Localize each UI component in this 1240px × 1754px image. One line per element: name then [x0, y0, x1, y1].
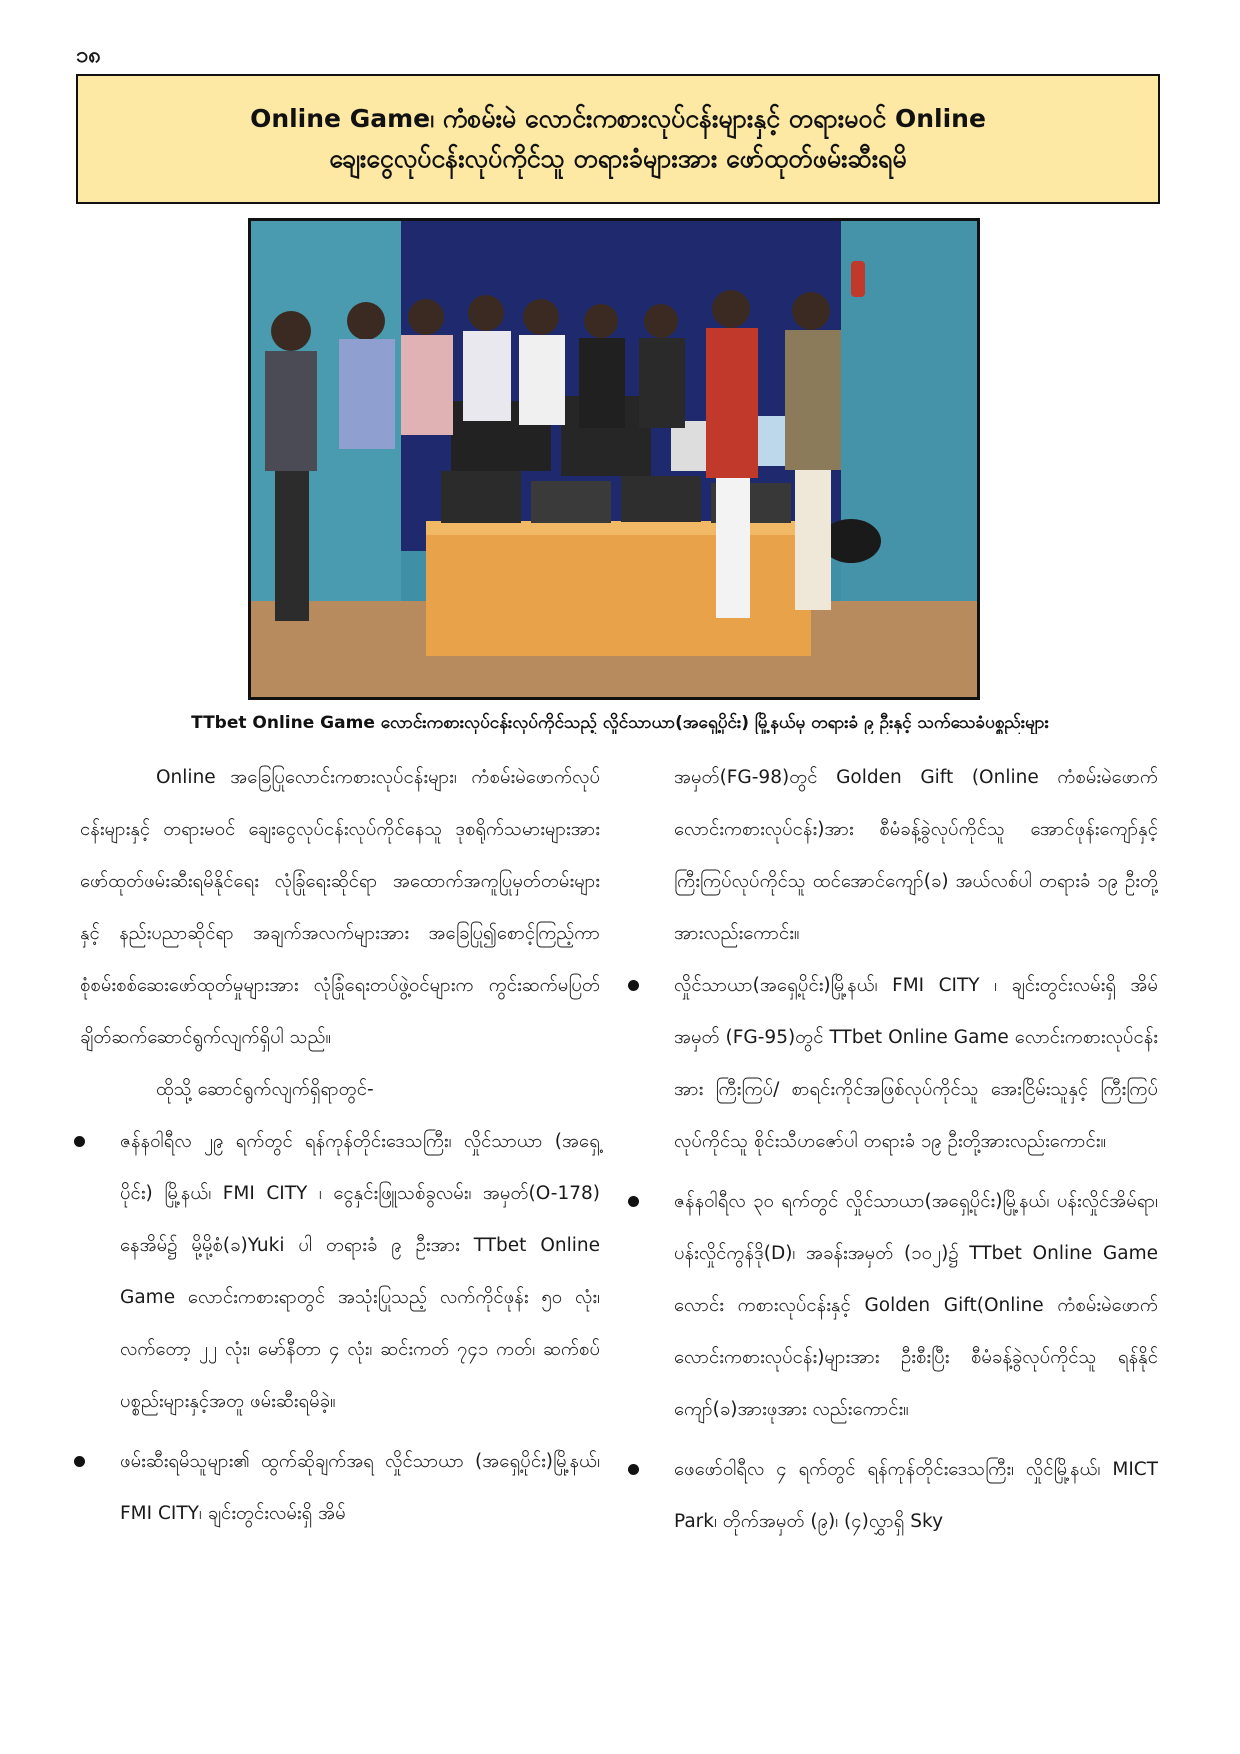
left-column [80, 752, 600, 1548]
bullet-dot-icon [628, 1196, 639, 1207]
headline-line-2: ချေးငွေလုပ်ငန်းလုပ်ကိုင်သူ တရားခံများအား ဖော်ထုတ်ဖမ်းဆီးရမိ [329, 144, 907, 173]
right-column [638, 752, 1158, 1556]
bullet-text: ဇန်နဝါရီလ ၂၉ ရက်တွင် ရန်ကုန်တိုင်းဒေသကြီး၊ လှိုင်သာယာ (အရှေ့ပိုင်း) မြို့နယ်၊ FMI CITY ၊ ငွေနှင်းဖြူသစ်ခွလမ်း၊ အမှတ်(O-178) နေအိမ်၌ မို့မို့စံ(ခ)Yuki ပါ တရားခံ ၉ ဦးအား TTbet Online Game လောင်းကစားရာတွင် အသုံးပြုသည့် လက်ကိုင်ဖုန်း ၅၀ လုံး၊ လက်တော့ ၂၂ လုံး၊ မော်နီတာ ၄ လုံး၊ ဆင်းကတ် ၇၄၁ ကတ်၊ ဆက်စပ်ပစ္စည်းများနှင့်အတူ ဖမ်းဆီးရမိခဲ့။ [120, 1131, 600, 1412]
headline-line-1: Online Game၊ ကံစမ်းမဲ လောင်းကစားလုပ်ငန်းများနှင့် တရားမဝင် Online [250, 104, 986, 133]
bullet-text: ဖမ်းဆီးရမိသူများ၏ ထွက်ဆိုချက်အရ လှိုင်သာယာ (အရှေ့ပိုင်း)မြို့နယ်၊ FMI CITY၊ ချင်းတွင်းလမ်းရှိ အိမ် [120, 1451, 600, 1524]
bullet-text: လှိုင်သာယာ(အရှေ့ပိုင်း)မြို့နယ်၊ FMI CITY ၊ ချင်းတွင်းလမ်းရှိ အိမ်အမှတ် (FG-95)တွင် TTbet Online Game လောင်းကစားလုပ်ငန်းအား ကြီးကြပ်/ စာရင်းကိုင်အဖြစ်လုပ်ကိုင်သူ အေးငြိမ်းသူနှင့် ကြီးကြပ်လုပ်ကိုင်သူ စိုင်းသီဟဇော်ပါ တရားခံ ၁၉ ဦးတို့အားလည်းကောင်း။ [674, 975, 1158, 1152]
list-item [674, 1444, 1158, 1548]
list-item [674, 960, 1158, 1168]
headline-box [76, 74, 1160, 204]
list-item [674, 1176, 1158, 1436]
left-bullet-list [120, 1116, 600, 1540]
continued-bullet-text: အမှတ်(FG-98)တွင် Golden Gift (Online ကံစမ်းမဲဖောက်လောင်းကစားလုပ်ငန်း)အား စီမံခန့်ခွဲလုပ်ကိုင်သူ အောင်ဖုန်းကျော်နှင့် ကြီးကြပ်လုပ်ကိုင်သူ ထင်အောင်ကျော်(ခ) အယ်လစ်ပါ တရားခံ ၁၉ ဦးတို့အားလည်းကောင်း။ [674, 767, 1158, 944]
bullet-dot-icon [74, 1456, 85, 1467]
news-photo [248, 218, 980, 700]
page-number: ၁၈ [76, 43, 101, 68]
list-item [120, 1436, 600, 1540]
intro-paragraph: Online အခြေပြုလောင်းကစားလုပ်ငန်းများ၊ ကံစမ်းမဲဖောက်လုပ်ငန်းများနှင့် တရားမဝင် ချေးငွေလုပ်ငန်းလုပ်ကိုင်နေသူ ဒုစရိုက်သမားများအား ဖော်ထုတ်ဖမ်းဆီးရမိနိုင်ရေး လုံခြုံရေးဆိုင်ရာ အထောက်အကူပြုမှတ်တမ်းများနှင့် နည်းပညာဆိုင်ရာ အချက်အလက်များအား အခြေပြု၍စောင့်ကြည့်ကာ စုံစမ်းစစ်ဆေးဖော်ထုတ်မှုများအား လုံခြုံရေးတပ်ဖွဲ့ဝင်များက ကွင်းဆက်မပြတ် ချိတ်ဆက်ဆောင်ရွက်လျက်ရှိပါ သည်။ [80, 767, 600, 1048]
group-photo-icon [251, 221, 977, 697]
photo-caption: TTbet Online Game လောင်းကစားလုပ်ငန်းလုပ်ကိုင်သည့် လှိုင်သာယာ(အရှေ့ပိုင်း) မြို့နယ်မှ တရားခံ ၉ ဦးနှင့် သက်သေခံပစ္စည်းများ [191, 713, 1049, 733]
bullet-dot-icon [628, 980, 639, 991]
bullet-text: ဇန်နဝါရီလ ၃၀ ရက်တွင် လှိုင်သာယာ(အရှေ့ပိုင်း)မြို့နယ်၊ ပန်းလှိုင်အိမ်ရာ၊ ပန်းလှိုင်ကွန်ဒို(D)၊ အခန်းအမှတ် (၁၀၂)၌ TTbet Online Game လောင်း ကစားလုပ်ငန်းနှင့် Golden Gift(Online ကံစမ်းမဲဖောက်လောင်းကစားလုပ်ငန်း)များအား ဦးစီးပြီး စီမံခန့်ခွဲလုပ်ကိုင်သူ ရန်နိုင်ကျော်(ခ)အားဖုအား လည်းကောင်း။ [674, 1191, 1158, 1420]
lead-in-paragraph: ထိုသို့ ဆောင်ရွက်လျက်ရှိရာတွင်- [156, 1079, 374, 1100]
bullet-dot-icon [74, 1136, 85, 1147]
right-bullet-list [674, 752, 1158, 1548]
list-item [120, 1116, 600, 1428]
bullet-text: ဖေဖော်ဝါရီလ ၄ ရက်တွင် ရန်ကုန်တိုင်းဒေသကြီး၊ လှိုင်မြို့နယ်၊ MICT Park၊ တိုက်အမှတ် (၉)၊ (၄)လွှာရှိ Sky [674, 1459, 1158, 1532]
bullet-dot-icon [628, 1464, 639, 1475]
